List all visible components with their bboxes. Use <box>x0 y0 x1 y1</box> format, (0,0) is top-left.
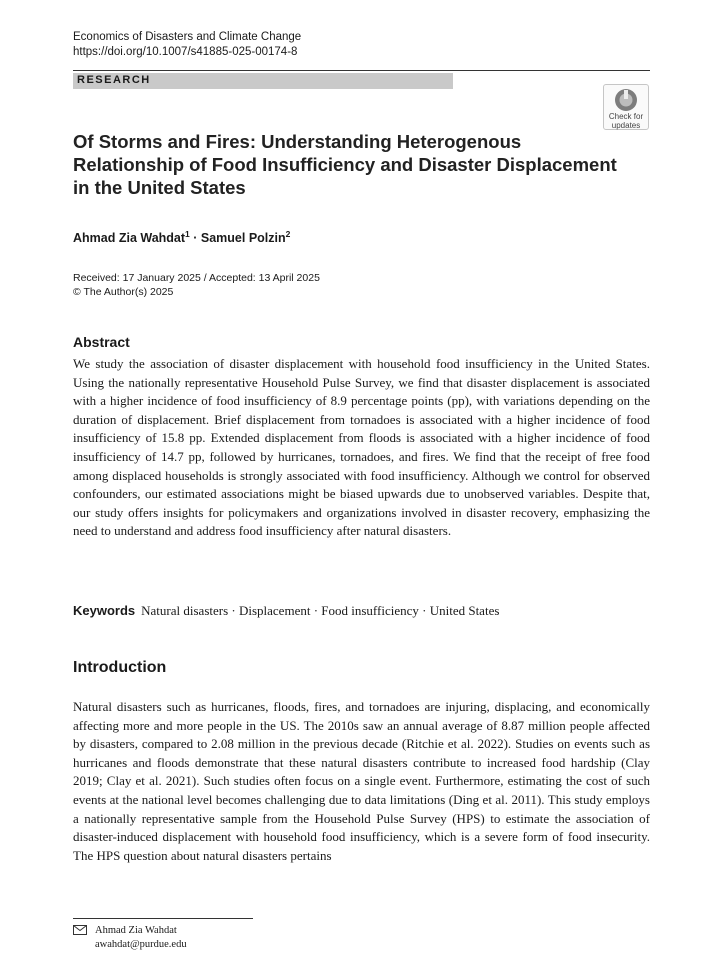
check-for-updates-line2: updates <box>611 120 641 130</box>
section-label-bar <box>73 73 453 89</box>
corresponding-author-name: Ahmad Zia Wahdat <box>95 925 177 936</box>
author-name[interactable]: Ahmad Zia Wahdat <box>73 231 186 246</box>
author-separator: · <box>189 231 201 246</box>
copyright-notice: © The Author(s) 2025 <box>73 286 174 298</box>
author-list <box>73 229 290 245</box>
introduction-text: Natural disasters such as hurricanes, floods, fires, and tornadoes are injuring, displacing, and economically affecting more and more people in the US. The 2010s saw an annual average of 8.87 million people affected by disasters, compared to 2.08 million in the previous decade (Ritchie et al. 2022). Studies on events such as hurricanes and floods demonstrate that these natural disasters contribute to increased food hardship (Clay 2019; Clay et al. 2021). Such studies often focus on a single event. Furthermore, estimating the cost of such events at the national level becomes challenging due to data limitations (Ding et al. 2011). This study employs a nationally representative sample from the Household Pulse Survey (HPS) to estimate the association of disaster-induced displacement with household food insufficiency, which is a severe form of food insecurity. The HPS question about natural disasters pertains <box>73 699 650 863</box>
corresponding-author-footnote <box>73 924 187 952</box>
section-label: RESEARCH <box>77 74 151 86</box>
abstract-heading: Abstract <box>73 334 130 350</box>
footnote-rule <box>73 918 253 919</box>
keywords-label: Keywords <box>73 603 136 618</box>
introduction-heading: Introduction <box>73 659 167 676</box>
envelope-icon <box>73 925 87 935</box>
check-for-updates-icon <box>614 88 638 112</box>
author-name[interactable]: Samuel Polzin <box>200 231 286 246</box>
author-affiliation: 1 <box>185 229 190 239</box>
corresponding-author-email[interactable]: awahdat@purdue.edu <box>95 939 187 950</box>
paper-title: Of Storms and Fires: Understanding Heterogenous Relationship of Food Insufficiency and Disaster Displacement in the United States <box>73 131 617 198</box>
received-accepted-dates: Received: 17 January 2025 / Accepted: 13 April 2025 <box>73 272 320 284</box>
author-affiliation: 2 <box>285 229 291 239</box>
article-dates <box>73 271 320 299</box>
journal-name: Economics of Disasters and Climate Change <box>73 31 302 43</box>
keywords-list: Natural disasters · Displacement · Food insufficiency · United States <box>141 603 500 618</box>
doi-link[interactable]: https://doi.org/10.1007/s41885-025-00174-8 <box>73 46 298 58</box>
check-for-updates-line1: Check for <box>608 112 644 121</box>
keywords-line <box>73 603 650 619</box>
abstract-text: We study the association of disaster displacement with household food insufficiency in the United States. Using the nationally representative Household Pulse Survey, we find that disaster displacement is associated with a higher incidence of food insufficiency of 8.9 percentage points (pp), with variations depending on the duration of displacement. Brief displacement from tornadoes is associated with a higher incidence of food insufficiency of 15.8 pp. Extended displacement from floods is associated with a higher incidence of food insufficiency of 14.7 pp, followed by hurricanes, tornadoes, and fires. We find that the receipt of free food among displaced households is strongly associated with food insufficiency. Although we control for observed confounders, our estimated associations might be biased upwards due to unobserved variables. Despite that, our study offers insights for policymakers and organizations involved in disaster recovery, emphasizing the need to understand and address food insufficiency after natural disasters. <box>73 356 650 539</box>
header-rule <box>73 70 650 71</box>
journal-header <box>73 30 301 60</box>
check-for-updates-badge[interactable] <box>603 84 649 130</box>
